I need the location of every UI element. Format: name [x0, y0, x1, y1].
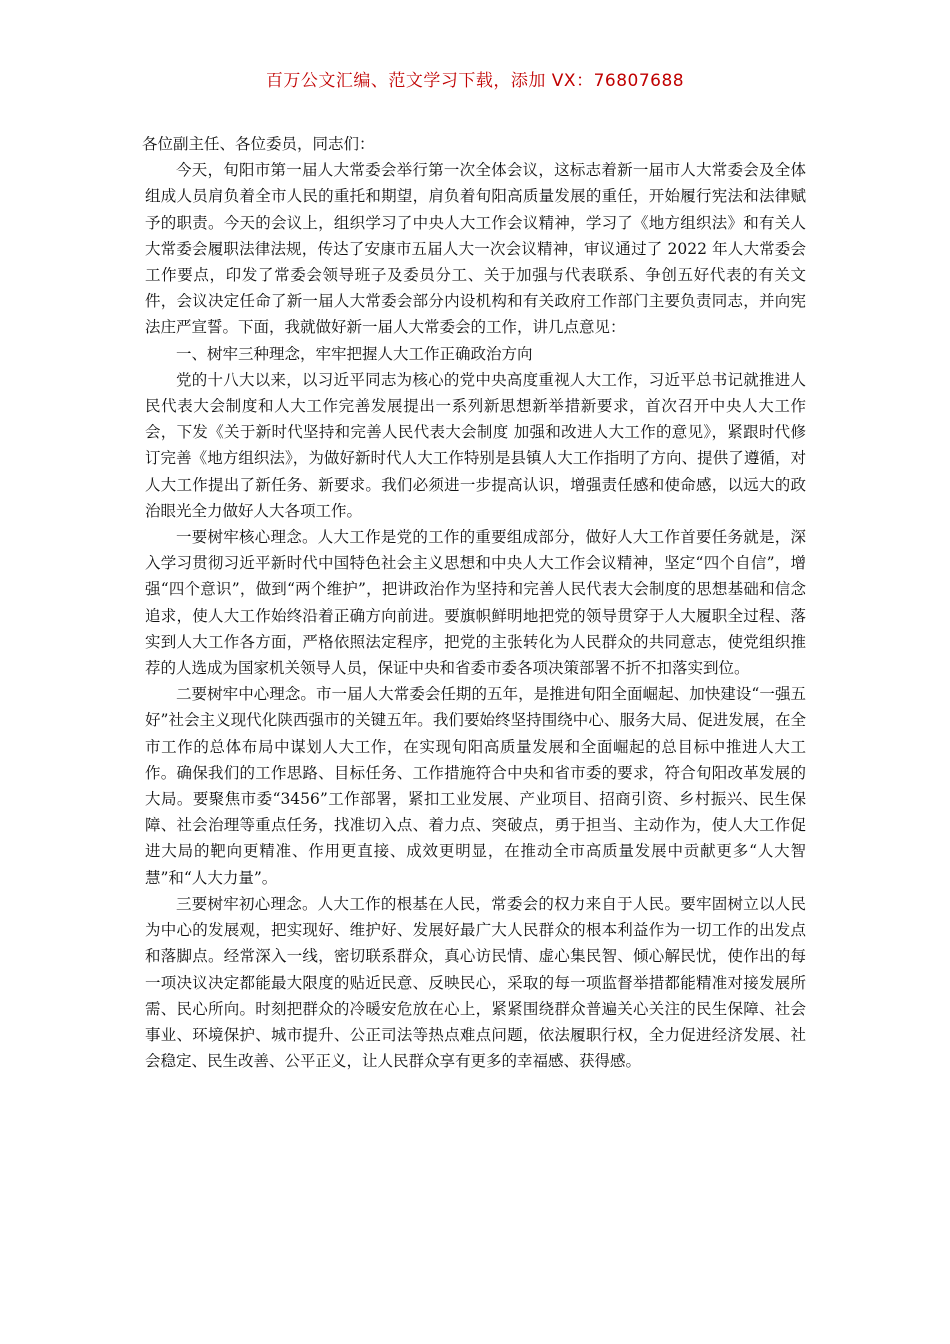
document-body	[142, 131, 806, 1074]
paragraph-original-aspiration: 三要树牢初心理念。人大工作的根基在人民，常委会的权力来自于人民。要牢固树立以人民为中心的发展观，把实现好、维护好、发展好最广大人民群众的根本利益作为一切工作的出发点和落脚点。经常深入一线，密切联系群众，真心访民情、虚心集民智、倾心解民忧，使作出的每一项决议决定都能最大限度的贴近民意、反映民心，采取的每一项监督举措都能精准对接发展所需、民心所向。时刻把群众的冷暖安危放在心上，紧紧围绕群众普遍关心关注的民生保障、社会事业、环境保护、城市提升、公正司法等热点难点问题，依法履职行权，全力促进经济发展、社会稳定、民生改善、公平正义，让人民群众享有更多的幸福感、获得感。	[145, 894, 806, 1071]
paragraph-core-concept: 一要树牢核心理念。人大工作是党的工作的重要组成部分，做好人大工作首要任务就是，深入学习贯彻习近平新时代中国特色社会主义思想和中央人大工作会议精神，坚定“四个自信”，增强“四个意识”，做到“两个维护”，把讲政治作为坚持和完善人民代表大会制度的思想基础和信念追求，使人大工作始终沿着正确方向前进。要旗帜鲜明地把党的领导贯穿于人大履职全过程、落实到人大工作各方面，严格依照法定程序，把党的主张转化为人民群众的共同意志，使党组织推荐的人选成为国家机关领导人员，保证中央和省委市委各项决策部署不折不扣落实到位。	[145, 528, 806, 678]
section-heading-1: 一、树牢三种理念，牢牢把握人大工作正确政治方向	[176, 344, 533, 363]
paragraph-center-concept: 二要树牢中心理念。市一届人大常委会任期的五年，是推进旬阳全面崛起、加快建设“一强五好”社会主义现代化陕西强市的关键五年。我们要始终坚持围绕中心、服务大局、促进发展，在全市工作的总体布局中谋划人大工作，在实现旬阳高质量发展和全面崛起的总目标中推进人大工作。确保我们的工作思路、目标任务、工作措施符合中央和省市委的要求，符合旬阳改革发展的大局。要聚焦市委“3456”工作部署，紧扣工业发展、产业项目、招商引资、乡村振兴、民生保障、社会治理等重点任务，找准切入点、着力点、突破点，勇于担当、主动作为，使人大工作促进大局的靶向更精准、作用更直接、成效更明显，在推动全市高质量发展中贡献更多“人大智慧”和“人大力量”。	[145, 685, 806, 887]
salutation: 各位副主任、各位委员，同志们：	[142, 135, 375, 153]
watermark-banner: 百万公文汇编、范文学习下载，添加 VX：76807688	[265, 71, 685, 91]
paragraph-background: 党的十八大以来，以习近平同志为核心的党中央高度重视人大工作，习近平总书记就推进人民代表大会制度和人大工作完善发展提出一系列新思想新举措新要求，首次召开中央人大工作会，下发《关于新时代坚持和完善人民代表大会制度 加强和改进人大工作的意见》，紧跟时代修订完善《地方组织法》，为做好新时代人大工作特别是县镇人大工作指明了方向、提供了遵循，对人大工作提出了新任务、新要求。我们必须进一步提高认识，增强责任感和使命感，以远大的政治眼光全力做好人大各项工作。	[145, 370, 806, 520]
paragraph-intro: 今天，旬阳市第一届人大常委会举行第一次全体会议，这标志着新一届市人大常委会及全体组成人员肩负着全市人民的重托和期望，肩负着旬阳高质量发展的重任，开始履行宪法和法律赋予的职责。今天的会议上，组织学习了中央人大工作会议精神，学习了《地方组织法》和有关人大常委会履职法律法规，传达了安康市五届人大一次会议精神，审议通过了 2022 年人大常委会工作要点，印发了常委会领导班子及委员分工、关于加强与代表联系、争创五好代表的有关文件，会议决定任命了新一届人大常委会部分内设机构和有关政府工作部门主要负责同志，并向宪法庄严宣誓。下面，我就做好新一届人大常委会的工作，讲几点意见：	[145, 161, 806, 337]
